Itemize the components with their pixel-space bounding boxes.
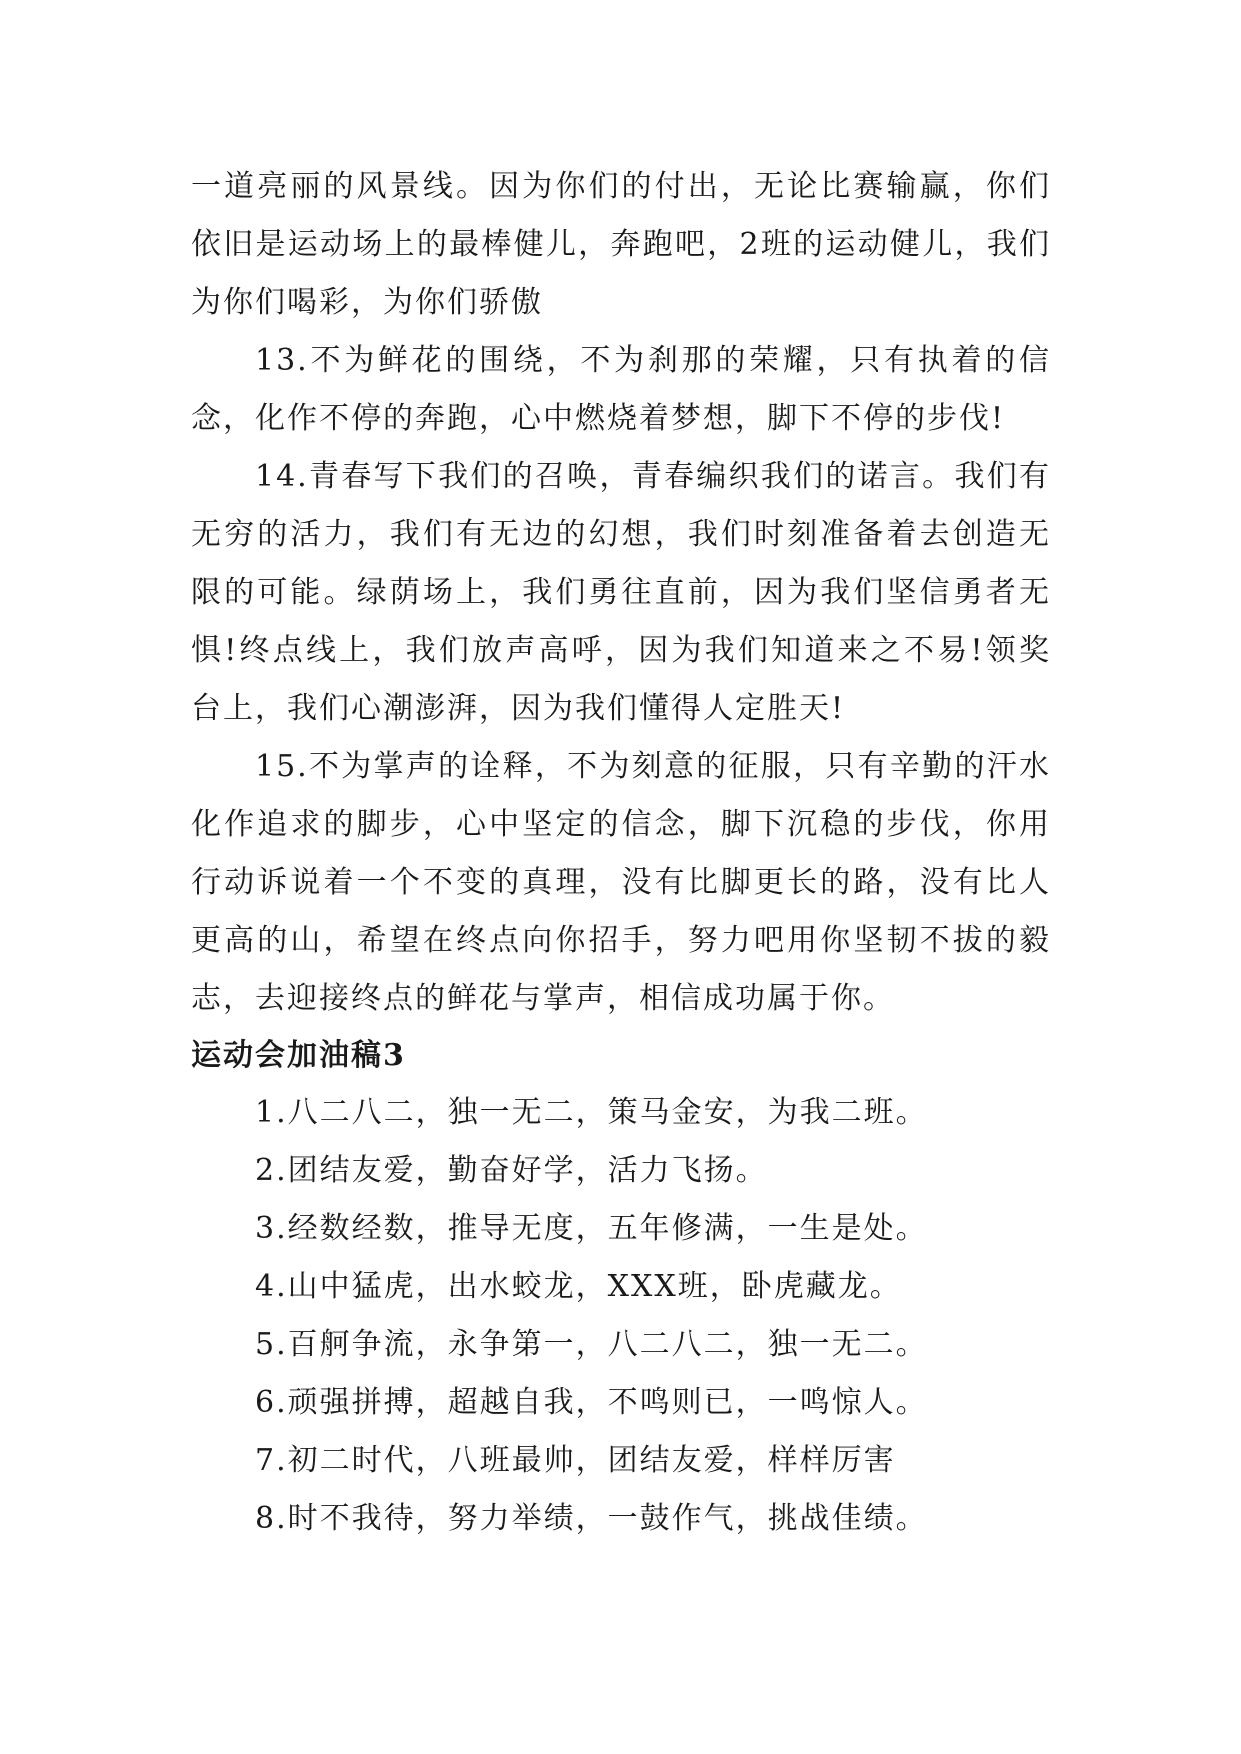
document-page	[191, 158, 1051, 1548]
list-item: 8.时不我待，努力举绩，一鼓作气，挑战佳绩。	[255, 1501, 928, 1536]
list-item: 1.八二八二，独一无二，策马金安，为我二班。	[255, 1095, 928, 1130]
list-item: 7.初二时代，八班最帅，团结友爱，样样厉害	[255, 1443, 896, 1478]
list-item: 5.百舸争流，永争第一，八二八二，独一无二。	[255, 1327, 928, 1362]
list-item: 4.山中猛虎，出水蛟龙，XXX班，卧虎藏龙。	[255, 1269, 902, 1304]
paragraph-item-15: 15.不为掌声的诠释，不为刻意的征服，只有辛勤的汗水化作追求的脚步，心中坚定的信念，脚下沉稳的步伐，你用行动诉说着一个不变的真理，没有比脚更长的路，没有比人更高的山，希望在终点向你招手，努力吧用你坚韧不拔的毅志，去迎接终点的鲜花与掌声，相信成功属于你。	[191, 749, 1051, 1016]
cheer-list	[191, 1084, 1051, 1548]
list-item: 6.顽强拼搏，超越自我，不鸣则已，一鸣惊人。	[255, 1385, 928, 1420]
paragraph-item-14: 14.青春写下我们的召唤，青春编织我们的诺言。我们有无穷的活力，我们有无边的幻想，我们时刻准备着去创造无限的可能。绿荫场上，我们勇往直前，因为我们坚信勇者无惧!终点线上，我们放声高呼，因为我们知道来之不易!领奖台上，我们心潮澎湃，因为我们懂得人定胜天!	[191, 459, 1051, 726]
paragraph-item-13: 13.不为鲜花的围绕，不为刹那的荣耀，只有执着的信念，化作不停的奔跑，心中燃烧着梦想，脚下不停的步伐!	[191, 343, 1051, 436]
paragraph-continuation: 一道亮丽的风景线。因为你们的付出，无论比赛输赢，你们依旧是运动场上的最棒健儿，奔跑吧，2班的运动健儿，我们为你们喝彩，为你们骄傲	[191, 169, 1051, 320]
list-item: 2.团结友爱，勤奋好学，活力飞扬。	[255, 1153, 768, 1188]
list-item: 3.经数经数，推导无度，五年修满，一生是处。	[255, 1211, 928, 1246]
section-title: 运动会加油稿3	[191, 1038, 406, 1073]
